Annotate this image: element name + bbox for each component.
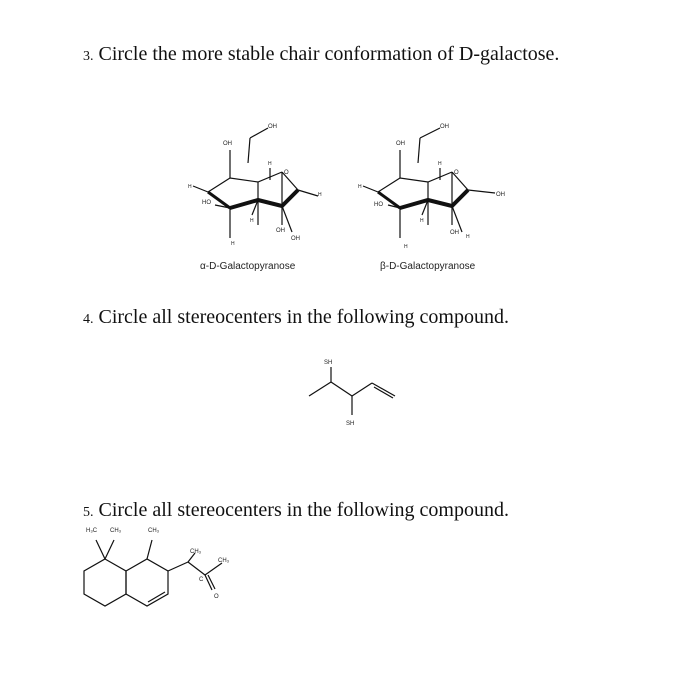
- question-number: 3.: [83, 49, 94, 64]
- beta-oh-ch2: OH: [440, 124, 449, 130]
- beta-h-mid: H: [438, 161, 442, 167]
- compound-5-h3c: H₃C: [86, 528, 98, 534]
- question-number: 4.: [83, 312, 94, 327]
- beta-ring-o: O: [454, 170, 459, 176]
- beta-oh-top: OH: [396, 141, 405, 147]
- alpha-h-right: H: [318, 192, 322, 198]
- beta-oh-low: OH: [450, 230, 459, 236]
- alpha-ho: HO: [202, 200, 211, 206]
- alpha-h-mid: H: [268, 161, 272, 167]
- alpha-h-low: H: [250, 218, 254, 224]
- alpha-oh-low1: OH: [276, 228, 285, 234]
- question-number: 5.: [83, 505, 94, 520]
- alpha-oh-top: OH: [223, 141, 232, 147]
- alpha-ring-o: O: [284, 170, 289, 176]
- compound-5-ch3-c: CH₃: [190, 549, 202, 555]
- alpha-h-bottom: H: [231, 241, 235, 247]
- beta-h-left: H: [358, 184, 362, 190]
- compound-5-c: C: [199, 577, 204, 583]
- compound-5-o: O: [214, 594, 219, 600]
- beta-oh-right: OH: [496, 192, 505, 198]
- alpha-caption: α-D-Galactopyranose: [200, 261, 296, 272]
- beta-caption: β-D-Galactopyranose: [380, 261, 476, 272]
- beta-ho: HO: [374, 202, 383, 208]
- compound-5-ch3-a: CH₃: [110, 528, 122, 534]
- beta-h-bottom: H: [404, 244, 408, 250]
- compound-5-ch3-b: CH₃: [148, 528, 160, 534]
- compound-4-sh-top: SH: [324, 360, 333, 366]
- question-text: Circle the more stable chair conformation of D-galactose.: [98, 43, 560, 65]
- beta-h-right: H: [466, 234, 470, 240]
- beta-h-low: H: [420, 218, 424, 224]
- compound-4-sh-bottom: SH: [346, 421, 355, 427]
- alpha-oh-low2: OH: [291, 236, 300, 242]
- question-text: Circle all stereocenters in the following compound.: [98, 306, 509, 328]
- alpha-h-left: H: [188, 184, 192, 190]
- question-text: Circle all stereocenters in the following compound.: [98, 499, 509, 521]
- compound-5-ch3-d: CH₃: [218, 558, 230, 564]
- alpha-oh-ch2: OH: [268, 124, 277, 130]
